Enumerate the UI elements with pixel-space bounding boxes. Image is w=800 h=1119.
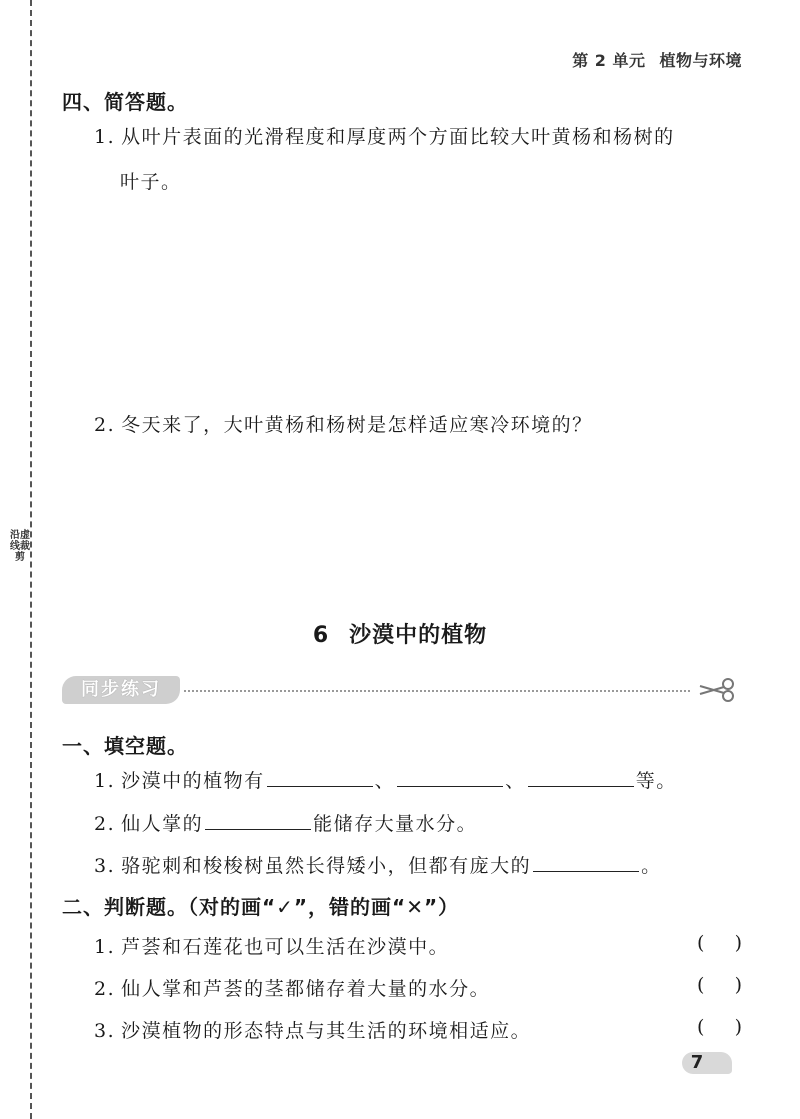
practice-bar [62,676,740,704]
q-text: 冬天来了，大叶黄杨和杨树是怎样适应寒冷环境的？ [121,414,593,436]
q-number: 2. [94,414,116,436]
q-text: 仙人掌和芦荟的茎都储存着大量的水分。 [121,978,491,1000]
q-number: 3. [94,1020,116,1042]
short-answer-q1 [94,122,675,149]
q-number: 1. [94,936,116,958]
q-text: 仙人掌的 [121,813,204,835]
page-number-text: 7 [690,1052,704,1073]
fill-q3 [94,851,662,878]
answer-blank[interactable] [397,768,503,787]
separator: 、 [374,770,396,792]
q-text: 沙漠中的植物有 [121,770,265,792]
q-text: 骆驼刺和梭梭树虽然长得矮小，但都有庞大的 [121,855,532,877]
answer-parentheses[interactable]: ( ) [696,974,742,996]
unit-number: 第 2 单元 [572,51,646,70]
judge-title: 二、判断题。（对的画“✓”，错的画“✕”） [62,895,460,919]
q-text: 从叶片表面的光滑程度和厚度两个方面比较大叶黄杨和杨树的 [121,126,675,148]
answer-parentheses[interactable]: ( ) [696,932,742,954]
running-head [572,48,742,71]
short-answer-q2 [94,410,593,437]
q-text-end: 等。 [635,770,677,792]
answer-parentheses[interactable]: ( ) [696,1016,742,1038]
q-text: 沙漠植物的形态特点与其生活的环境相适应。 [121,1020,532,1042]
q-number: 1. [94,126,116,148]
page-number [682,1050,732,1076]
q-text: 芦荟和石莲花也可以生活在沙漠中。 [121,936,450,958]
judge-q2 [94,974,490,1001]
cut-dashed-line [30,0,32,1119]
judge-q1 [94,932,449,959]
fill-title: 一、填空题。 [62,734,188,758]
practice-badge: 同步练习 [62,676,180,704]
unit-title: 植物与环境 [659,51,742,70]
q-number: 2. [94,978,116,1000]
q-number: 1. [94,770,116,792]
fill-q2 [94,809,477,836]
answer-blank[interactable] [528,768,634,787]
q-number: 3. [94,855,116,877]
q-text-end: 。 [641,855,662,877]
answer-blank[interactable] [533,853,639,872]
short-answer-q1-cont: 叶子。 [120,171,182,193]
short-answer-title: 四、简答题。 [62,90,188,114]
scissors-icon [694,676,740,704]
separator: 、 [505,770,526,792]
practice-dotted-line [184,690,690,692]
judge-q3 [94,1016,531,1043]
answer-blank[interactable] [205,811,311,830]
lesson-name: 沙漠中的植物 [349,623,488,648]
fill-q1 [94,766,677,793]
answer-blank[interactable] [267,768,373,787]
q-text-end: 能储存大量水分。 [313,813,478,835]
lesson-number: 6 [312,623,330,648]
lesson-title [0,618,800,649]
q-number: 2. [94,813,116,835]
cut-label: 沿虚线裁剪 [10,530,30,563]
